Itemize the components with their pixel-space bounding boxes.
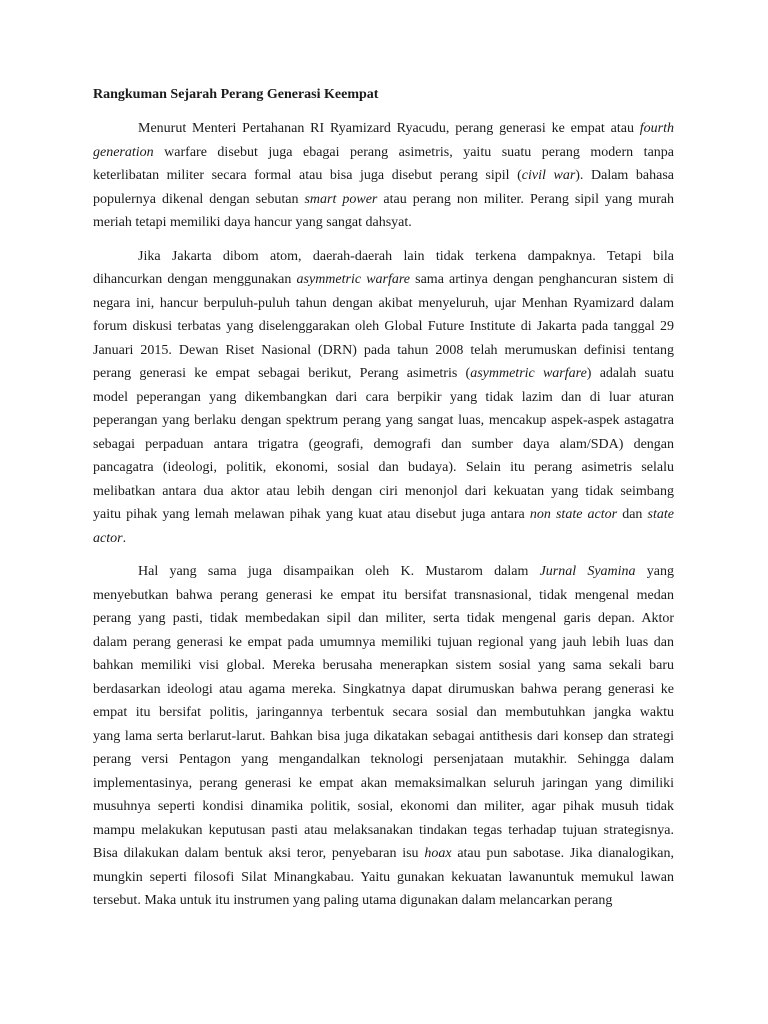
text-run: menyebutkan bahwa perang generasi ke empat itu bersifat transnasional, tidak mengenal medan [93, 587, 674, 603]
text-run: empat itu bersifat politis, jaringannya terbentuk secara sosial dan membutuhkan jangka waktu [93, 705, 674, 720]
italic-term: smart power [304, 191, 378, 207]
text-run: tersebut. Maka untuk itu instrumen yang paling utama digunakan dalam melancarkan perang [93, 893, 613, 908]
italic-term: fourth [639, 121, 674, 136]
text-run: dihancurkan dengan menggunakan [93, 272, 297, 287]
text-line [93, 795, 674, 819]
text-run: bahkan memiliki visi global. Mereka berusaha menerapkan sistem sosial yang sama sekali baru [93, 658, 674, 673]
text-line [93, 188, 674, 212]
text-run: meriah tetapi memiliki daya hancur yang sangat dahsyat. [93, 215, 412, 230]
text-run: perang generasi ke empat sebagai berikut, Perang asimetris ( [93, 366, 471, 381]
text-run: implementasinya, perang generasi ke empat akan memaksimalkan seluruh jaringan yang dimiliki [93, 775, 674, 791]
italic-term: Jurnal Syamina [539, 564, 636, 579]
text-run: ) adalah suatu [586, 366, 674, 381]
italic-term: non state actor [529, 507, 618, 522]
text-line [93, 701, 674, 725]
text-run: Menurut Menteri Pertahanan RI Ryamizard Ryacudu, perang generasi ke empat atau [138, 121, 640, 136]
text-line [93, 268, 674, 292]
text-run: ). Dalam bahasa [575, 168, 674, 183]
text-run: yaitu pihak yang lemah melawan pihak yang kuat atau disebut juga antara [93, 507, 530, 522]
text-line [93, 211, 674, 235]
text-run: perang versi Pentagon yang mengandalkan teknologi persenjataan mutakhir. Sehingga dalam [93, 752, 674, 767]
text-run: mampu melakukan keputusan pasti atau melaksanakan tindakan tegas terhadap tujuan strategisnya. [93, 822, 674, 838]
text-run: Januari 2015. Dewan Riset Nasional (DRN) pada tahun 2008 telah merumuskan definisi tentang [93, 342, 674, 358]
text-run: warfare disebut juga ebagai perang asimetris, yaitu suatu perang modern tanpa [153, 144, 674, 160]
text-line [93, 725, 674, 749]
text-line [93, 141, 674, 165]
text-run: sebagai perpaduan antara trigatra (geografi, demografi dan sumber daya alam/SDA) dengan [93, 436, 674, 452]
paragraph [93, 560, 674, 913]
text-run: peperangan yang berlaku dengan spektrum perang yang sangat luas, mencakup aspek-aspek astagatra [93, 413, 674, 428]
text-line [93, 245, 674, 269]
text-run: berdasarkan ideologi atau agama mereka. Singkatnya dapat dirumuskan bahwa perang generasi ke [93, 681, 674, 697]
text-line [93, 527, 674, 551]
text-line [93, 748, 674, 772]
text-run: musuhnya seperti kondisi dinamika politik, sosial, ekonomi dan militer, agar pihak musuh tidak [93, 799, 674, 814]
italic-term: state [647, 507, 674, 522]
text-run: Bisa dilakukan dalam bentuk aksi teror, penyebaran isu [93, 846, 425, 861]
text-run: dalam perang generasi ke empat pada umumnya memiliki tujuan regional yang jauh lebih luas dan [93, 634, 674, 650]
text-run: yang [635, 564, 674, 579]
text-run: model peperangan yang dikembangkan dari cara berpikir yang tidak lazim dan di luar aturan [93, 389, 674, 405]
text-line [93, 889, 674, 913]
text-line [93, 292, 674, 316]
text-run: Jika Jakarta dibom atom, daerah-daerah lain tidak terkena dampaknya. Tetapi bila [138, 248, 674, 264]
text-line [93, 678, 674, 702]
text-line [93, 164, 674, 188]
text-line [93, 117, 674, 141]
italic-term: civil war [521, 168, 576, 183]
text-run: atau perang non militer. Perang sipil yang murah [377, 191, 674, 207]
italic-term: actor [93, 530, 123, 546]
text-run: atau pun sabotase. Jika dianalogikan, [451, 846, 674, 861]
text-line [93, 819, 674, 843]
text-line [93, 560, 674, 584]
italic-term: generation [93, 144, 154, 160]
text-line [93, 772, 674, 796]
italic-term: hoax [424, 846, 452, 861]
text-run: negara ini, hancur berpuluh-puluh tahun dengan akibat menyeluruh, ujar Menhan Ryamizard dalam [93, 295, 674, 311]
italic-term: asymmetric warfare [296, 272, 411, 287]
text-line [93, 409, 674, 433]
text-run: perang yang pasti, tidak membedakan sipil dan militer, serta tidak mengenal garis depan. Aktor [93, 611, 674, 626]
text-line [93, 631, 674, 655]
text-run: sama artinya dengan penghancuran sistem di [410, 272, 674, 287]
paragraph [93, 117, 674, 235]
text-run: yang lama serta berlarut-larut. Bahkan bisa juga dikatakan sebagai antithesis dari konsep dan strategi [93, 728, 674, 744]
text-run: Hal yang sama juga disampaikan oleh K. Mustarom dalam [138, 564, 540, 579]
text-run: pancagatra (ideologi, politik, ekonomi, sosial dan budaya). Selain itu perang asimetris selalu [93, 460, 674, 475]
text-run: populernya dikenal dengan sebutan [93, 191, 305, 207]
text-line [93, 315, 674, 339]
text-run: melibatkan antara dua aktor atau lebih dengan ciri menonjol dari kekuatan yang tidak seimbang [93, 483, 674, 499]
text-line [93, 607, 674, 631]
text-line [93, 654, 674, 678]
paragraph [93, 245, 674, 551]
document-title: Rangkuman Sejarah Perang Generasi Keempat [93, 87, 379, 102]
text-line [93, 339, 674, 363]
italic-term: asymmetric warfare [470, 366, 587, 381]
document-body [93, 117, 674, 923]
text-line [93, 433, 674, 457]
text-run: dan [617, 507, 648, 522]
text-run: forum diskusi terbatas yang diselenggarakan oleh Global Future Institute di Jakarta pada tanggal 29 [93, 319, 674, 334]
text-line [93, 480, 674, 504]
text-run: keterlibatan militer secara formal atau bisa juga disebut perang sipil ( [93, 168, 522, 183]
text-line [93, 362, 674, 386]
text-line [93, 386, 674, 410]
text-run: mungkin seperti filosofi Silat Minangkabau. Yaitu gunakan kekuatan lawanuntuk memukul lawan [93, 869, 674, 885]
text-line [93, 503, 674, 527]
text-line [93, 866, 674, 890]
text-line [93, 456, 674, 480]
text-run: . [122, 530, 127, 546]
text-line [93, 842, 674, 866]
text-line [93, 584, 674, 608]
